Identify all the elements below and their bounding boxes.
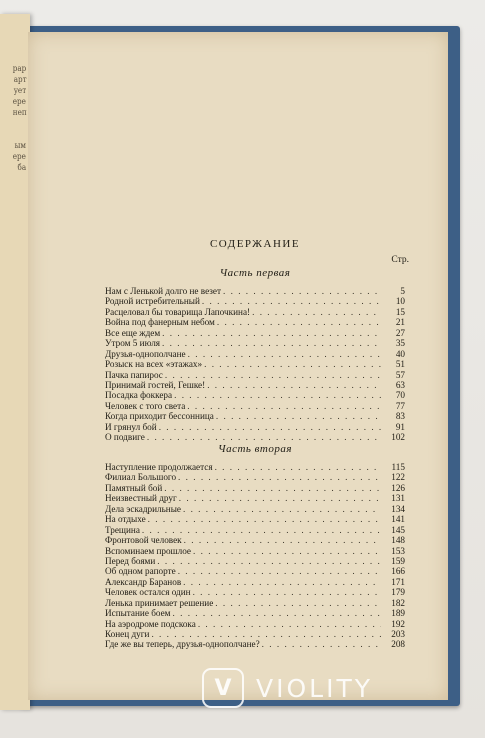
- toc-entry-page: 122: [391, 472, 405, 483]
- toc-entry-page: 189: [391, 608, 405, 619]
- toc-entry: [105, 296, 405, 306]
- part-two-list: [105, 462, 405, 650]
- toc-entry-title: На отдыхе: [105, 514, 146, 525]
- toc-entry-title: Розыск на всех «этажах»: [105, 359, 203, 370]
- toc-entry: [105, 608, 405, 618]
- toc-entry-title: Памятный бой: [105, 482, 163, 493]
- toc-entry: [105, 598, 405, 608]
- left-page-text-fragment: ым: [15, 141, 27, 150]
- toc-entry: [105, 390, 405, 400]
- toc-entry: [105, 432, 405, 442]
- toc-entry-page: 40: [395, 348, 405, 359]
- toc-entry-title: Посадка фоккера: [105, 390, 173, 401]
- dot-leader: [202, 296, 381, 306]
- watermark-text: VIOLITY: [256, 673, 373, 703]
- left-page-text-fragment: ба: [17, 163, 27, 172]
- toc-entry-page: 63: [395, 379, 405, 390]
- left-page-edge: [0, 14, 30, 710]
- toc-entry: [105, 577, 405, 587]
- toc-entry: [105, 566, 405, 576]
- dot-leader: [151, 629, 381, 639]
- toc-entry: [105, 380, 405, 390]
- toc-entry-title: Наступление продолжается: [105, 462, 213, 472]
- toc-entry: [105, 629, 405, 639]
- toc-entry-page: 203: [391, 629, 405, 639]
- toc-entry-title: На аэродроме подскока: [105, 618, 196, 629]
- toc-entry-page: 70: [395, 390, 405, 401]
- toc-entry-page: 159: [391, 555, 405, 566]
- dot-leader: [147, 432, 381, 442]
- toc-entry: [105, 401, 405, 411]
- toc-entry: [105, 307, 405, 317]
- toc-entry-title: Нам с Ленькой долго не везет: [105, 286, 222, 296]
- toc-entry: [105, 535, 405, 545]
- toc-entry-page: 102: [391, 432, 405, 443]
- toc-entry-page: 134: [391, 503, 405, 514]
- toc-entry-title: Человек остался один: [105, 587, 191, 598]
- toc-entry: [105, 286, 405, 296]
- toc-entry-title: Когда приходит бессонница: [105, 411, 214, 422]
- toc-entry-title: Вспоминаем прошлое: [105, 545, 192, 556]
- toc-entry-page: 141: [391, 514, 405, 525]
- toc-entry: [105, 483, 405, 493]
- toc-entry: [105, 422, 405, 432]
- toc-entry-title: Конец дуги: [105, 629, 150, 639]
- toc-entry-page: 27: [395, 327, 405, 338]
- dot-leader: [159, 422, 381, 432]
- dot-leader: [207, 380, 381, 390]
- dot-leader: [183, 504, 381, 514]
- toc-entry-page: 208: [391, 639, 405, 650]
- toc-entry: [105, 556, 405, 566]
- page-title: СОДЕРЖАНИЕ: [209, 238, 301, 250]
- toc-entry: [105, 328, 405, 338]
- toc-entry-title: Испытание боем: [105, 608, 171, 619]
- part-two-heading: Часть вторая: [218, 443, 292, 455]
- toc-entry: [105, 525, 405, 535]
- toc-entry-title: Друзья-однополчане: [105, 348, 186, 359]
- toc-entry-page: 182: [391, 597, 405, 608]
- dot-leader: [204, 359, 381, 369]
- watermark: [202, 668, 472, 708]
- toc-entry-page: 171: [391, 576, 405, 587]
- dot-leader: [174, 390, 381, 400]
- toc-entry-page: 21: [395, 317, 405, 328]
- dot-leader: [179, 493, 381, 503]
- toc-entry-title: И грянул бой: [105, 421, 157, 432]
- left-page-text-fragment: арт: [13, 75, 27, 84]
- toc-entry-title: Александр Баранов: [105, 576, 182, 587]
- toc-entry-page: 51: [395, 359, 405, 370]
- left-page-text-fragment: рар: [12, 64, 27, 73]
- dot-leader: [252, 307, 381, 317]
- toc-entry: [105, 639, 405, 649]
- toc-entry-title: Все еще ждем: [105, 327, 161, 338]
- toc-entry-page: 166: [391, 566, 405, 577]
- toc-entry-title: Пачка папирос: [105, 369, 163, 380]
- toc-entry: [105, 472, 405, 482]
- toc-entry-page: 131: [391, 493, 405, 504]
- toc-entry-page: 77: [395, 400, 405, 411]
- toc-entry-title: Где же вы теперь, друзья-однополчане?: [105, 639, 260, 650]
- toc-entry-page: 35: [395, 338, 405, 349]
- toc-entry-title: Родной истребительный: [105, 296, 200, 307]
- toc-entry-title: Принимай гостей, Гешке!: [105, 379, 206, 390]
- toc-entry: [105, 619, 405, 629]
- toc-entry: [105, 338, 405, 348]
- left-page-text-fragment: ует: [13, 86, 27, 95]
- dot-leader: [162, 328, 381, 338]
- toc-entry: [105, 514, 405, 524]
- left-page-text-fragment: ере: [13, 97, 27, 106]
- toc-entry-page: 145: [391, 524, 405, 535]
- dot-leader: [188, 349, 381, 359]
- toc-entry-title: Об одном рапорте: [105, 566, 176, 577]
- dot-leader: [187, 401, 381, 411]
- contents-page: [28, 32, 448, 700]
- toc-entry: [105, 317, 405, 327]
- toc-entry: [105, 462, 405, 472]
- toc-entry-title: Неизвестный друг: [105, 493, 177, 504]
- dot-leader: [193, 546, 381, 556]
- toc-entry-page: 15: [395, 306, 405, 317]
- dot-leader: [262, 639, 381, 649]
- dot-leader: [193, 587, 381, 597]
- dot-leader: [183, 577, 381, 587]
- toc-entry-page: 10: [395, 296, 405, 307]
- toc-entry-page: 57: [395, 369, 405, 380]
- dot-leader: [148, 514, 381, 524]
- toc-entry-page: 91: [395, 421, 405, 432]
- dot-leader: [178, 566, 381, 576]
- page-column-header: Стр.: [391, 255, 409, 265]
- toc-entry-title: Фронтовой человек: [105, 535, 182, 546]
- toc-entry: [105, 546, 405, 556]
- toc-entry-page: 179: [391, 587, 405, 598]
- left-page-text-fragment: неп: [12, 108, 27, 117]
- toc-entry-page: 126: [391, 482, 405, 493]
- toc-entry-page: 5: [400, 286, 405, 296]
- dot-leader: [173, 608, 382, 618]
- dot-leader: [162, 338, 381, 348]
- toc-entry-title: Трещина: [105, 524, 140, 535]
- dot-leader: [178, 472, 381, 482]
- toc-entry-title: Перед боями: [105, 555, 156, 566]
- toc-entry: [105, 370, 405, 380]
- toc-entry-page: 148: [391, 535, 405, 546]
- toc-entry-page: 192: [391, 618, 405, 629]
- dot-leader: [215, 598, 381, 608]
- toc-entry-title: Расцеловал бы товарища Лапочкина!: [105, 306, 251, 317]
- toc-entry-title: Дела эскадрильные: [105, 503, 181, 514]
- toc-entry: [105, 587, 405, 597]
- toc-entry: [105, 504, 405, 514]
- part-one-heading: Часть первая: [219, 267, 291, 279]
- toc-entry: [105, 411, 405, 421]
- dot-leader: [223, 286, 381, 296]
- toc-entry-title: О подвиге: [105, 432, 145, 443]
- toc-entry-title: Человек с того света: [105, 400, 186, 411]
- dot-leader: [164, 483, 381, 493]
- violity-logo-icon: V: [202, 668, 244, 708]
- dot-leader: [142, 525, 381, 535]
- dot-leader: [217, 317, 381, 327]
- toc-entry-title: Филиал Большого: [105, 472, 177, 483]
- toc-entry-title: Утром 5 июля: [105, 338, 161, 349]
- dot-leader: [215, 462, 381, 472]
- dot-leader: [184, 535, 381, 545]
- toc-entry-page: 115: [391, 462, 405, 472]
- left-page-text-fragment: ере: [13, 152, 27, 161]
- toc-entry: [105, 493, 405, 503]
- toc-entry-title: Ленька принимает решение: [105, 597, 214, 608]
- dot-leader: [157, 556, 381, 566]
- toc-entry-page: 83: [395, 411, 405, 422]
- part-one-list: [105, 286, 405, 443]
- dot-leader: [198, 619, 381, 629]
- toc-entry: [105, 359, 405, 369]
- dot-leader: [216, 411, 381, 421]
- toc-entry: [105, 349, 405, 359]
- toc-entry-page: 153: [391, 545, 405, 556]
- dot-leader: [165, 370, 381, 380]
- toc-entry-title: Война под фанерным небом: [105, 317, 215, 328]
